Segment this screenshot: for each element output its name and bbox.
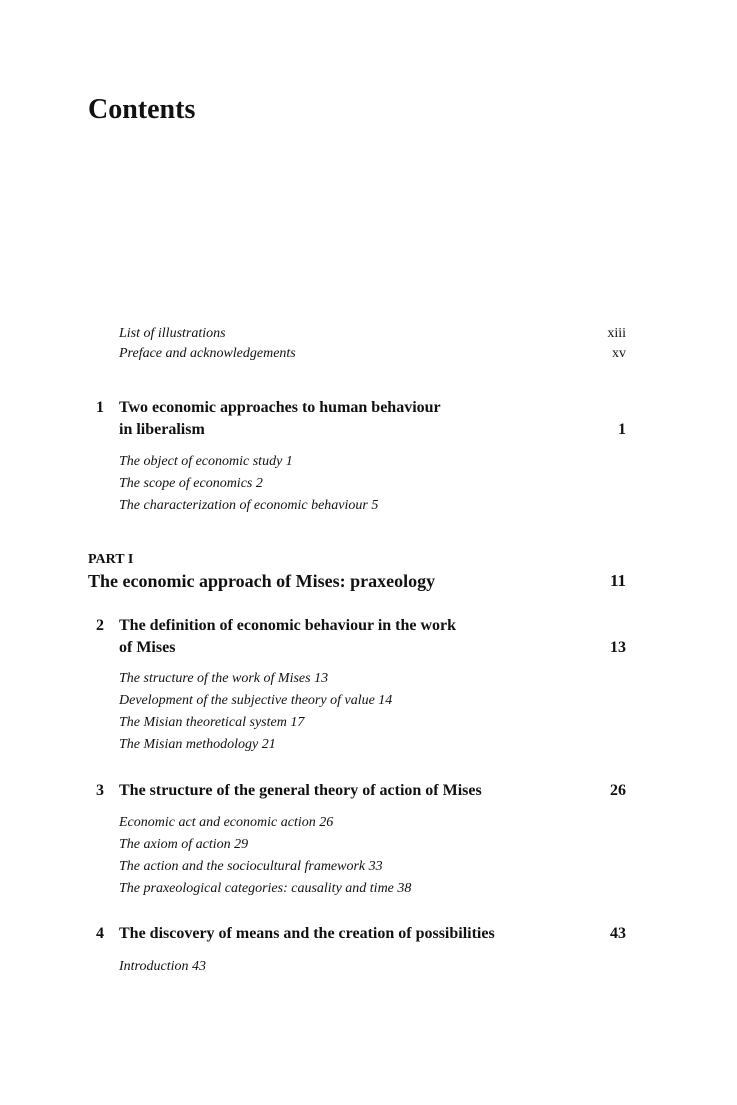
page-title: Contents <box>88 94 196 125</box>
toc-front-page: xv <box>612 346 626 361</box>
section-entry: The Misian theoretical system 17 <box>119 715 305 730</box>
chapter-title: of Mises <box>119 639 176 656</box>
section-entry: The characterization of economic behaviour 5 <box>119 498 379 513</box>
chapter-number: 4 <box>96 925 104 942</box>
toc-front-page: xiii <box>607 326 626 341</box>
section-entry: The action and the sociocultural framework 33 <box>119 859 383 874</box>
chapter-title: The structure of the general theory of action of Mises <box>119 782 482 799</box>
toc-front-label: List of illustrations <box>119 326 226 341</box>
section-entry: The scope of economics 2 <box>119 476 263 491</box>
toc-front-label: Preface and acknowledgements <box>119 346 296 361</box>
chapter-page: 13 <box>610 639 626 656</box>
section-entry: Economic act and economic action 26 <box>119 815 334 830</box>
chapter-title: The discovery of means and the creation of possibilities <box>119 925 495 942</box>
chapter-title: Two economic approaches to human behaviour <box>119 399 441 416</box>
chapter-number: 2 <box>96 617 104 634</box>
section-entry: Development of the subjective theory of value 14 <box>119 693 393 708</box>
section-entry: The structure of the work of Mises 13 <box>119 671 329 686</box>
section-entry: The praxeological categories: causality and time 38 <box>119 881 412 896</box>
chapter-page: 43 <box>610 925 626 942</box>
part-title: The economic approach of Mises: praxeology <box>88 571 436 591</box>
chapter-number: 1 <box>96 399 104 416</box>
chapter-title: The definition of economic behaviour in the work <box>119 617 457 634</box>
part-label: PART I <box>88 552 134 567</box>
chapter-title: in liberalism <box>119 421 205 438</box>
section-entry: The axiom of action 29 <box>119 837 249 852</box>
section-entry: The Misian methodology 21 <box>119 737 276 752</box>
chapter-page: 1 <box>618 421 626 438</box>
chapter-number: 3 <box>96 782 104 799</box>
part-page: 11 <box>609 571 626 590</box>
chapter-page: 26 <box>610 782 626 799</box>
section-entry: Introduction 43 <box>119 959 206 974</box>
section-entry: The object of economic study 1 <box>119 454 293 469</box>
